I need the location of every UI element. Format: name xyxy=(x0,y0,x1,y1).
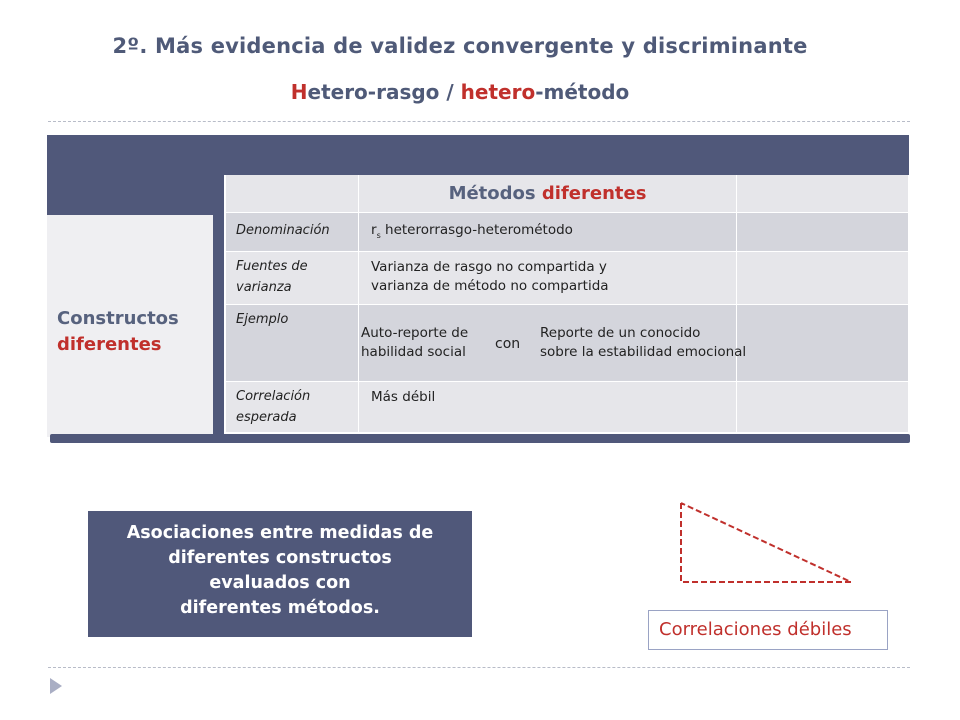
value-denominacion-text: heterorrasgo-heterométodo xyxy=(385,222,573,238)
example-self-report-line1: Auto-reporte de xyxy=(361,325,469,341)
extra-correlacion xyxy=(737,382,909,433)
weak-correlations-label: Correlaciones débiles xyxy=(648,610,888,650)
value-correlacion: Más débil xyxy=(359,382,737,433)
example-acquaintance-line1: Reporte de un conocido xyxy=(540,325,701,341)
header-empty-cell xyxy=(226,175,359,213)
callout-line3: evaluados con xyxy=(209,573,351,593)
label-correlacion: Correlación esperada xyxy=(226,382,359,433)
associations-callout xyxy=(88,511,472,637)
weak-correlation-triangle-icon xyxy=(670,496,860,590)
extra-ejemplo xyxy=(737,305,909,382)
bottom-divider xyxy=(48,667,910,668)
slide-title: 2º. Más evidencia de validez convergente y discriminante xyxy=(112,34,808,58)
value-denominacion xyxy=(359,213,737,252)
example-acquaintance-report xyxy=(540,324,746,362)
subtitle-rasgo: -rasgo / xyxy=(367,80,461,104)
header-extra-cell xyxy=(737,175,909,213)
example-self-report xyxy=(361,324,468,362)
table-vertical-bar xyxy=(213,135,224,439)
extra-fuentes xyxy=(737,252,909,305)
table-top-bar xyxy=(47,135,909,175)
extra-denominacion xyxy=(737,213,909,252)
row-header-line2: diferentes xyxy=(57,334,162,355)
label-ejemplo: Ejemplo xyxy=(226,305,359,382)
example-acquaintance-line2: sobre la estabilidad emocional xyxy=(540,344,747,360)
callout-line1: Asociaciones entre medidas de xyxy=(126,523,434,543)
slide-arrow-icon xyxy=(48,676,64,696)
column-header-highlight: diferentes xyxy=(541,183,647,204)
label-fuentes: Fuentes de varianza xyxy=(226,252,359,305)
column-header-methods xyxy=(359,175,737,213)
subtitle-etero: etero xyxy=(307,80,368,104)
subtitle-h: H xyxy=(290,80,308,104)
callout-line4: diferentes métodos. xyxy=(180,598,380,618)
slide-subtitle xyxy=(0,80,920,104)
value-denominacion-r: r xyxy=(371,222,377,238)
subtitle-metodo: -método xyxy=(535,80,630,104)
top-divider xyxy=(48,121,910,122)
example-self-report-line2: habilidad social xyxy=(361,344,466,360)
table-bottom-bar xyxy=(50,434,910,443)
example-connector: con xyxy=(495,336,521,352)
column-header-prefix: Métodos xyxy=(448,183,536,204)
row-header-line1: Constructos xyxy=(57,308,179,329)
value-fuentes: Varianza de rasgo no compartida y varianza de método no compartida xyxy=(359,252,737,305)
row-header-constructs xyxy=(57,306,217,358)
value-denominacion-subscript: s xyxy=(376,231,381,240)
label-denominacion: Denominación xyxy=(226,213,359,252)
table-corner xyxy=(47,175,217,215)
subtitle-hetero: hetero xyxy=(460,80,536,104)
comparison-table xyxy=(226,175,909,433)
callout-line2: diferentes constructos xyxy=(168,548,392,568)
